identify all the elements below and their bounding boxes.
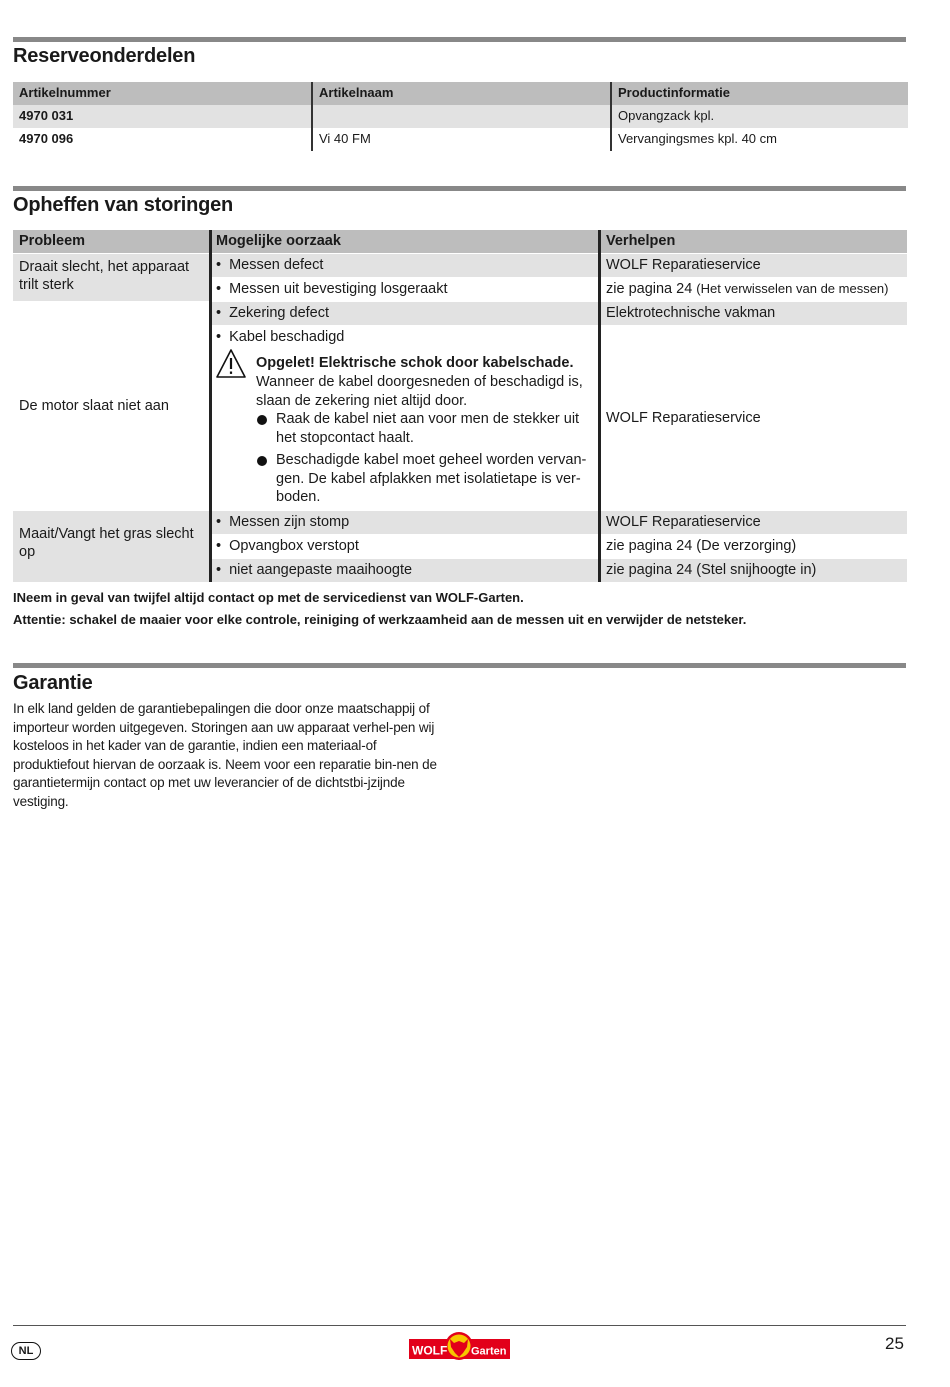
column-header: Verhelpen	[600, 230, 907, 253]
warning-list-item	[257, 451, 597, 507]
warning-list-item	[257, 410, 597, 448]
troubleshooting-table	[13, 230, 907, 582]
table-row	[13, 105, 908, 128]
warning-item-text: Beschadigde kabel moet geheel worden vervan-gen. De kabel afplakken met isolatietape is ver-boden.	[276, 452, 587, 506]
remedy-item	[600, 559, 907, 582]
table-header-row	[13, 82, 908, 105]
remedy-text: zie pagina 24	[606, 562, 693, 578]
remedy-item	[600, 535, 907, 558]
column-header: Mogelijke oorzaak	[210, 230, 600, 253]
problem-cell: Draait slecht, het apparaat trilt sterk	[13, 254, 210, 302]
row-divider	[13, 510, 907, 511]
section-rule	[13, 663, 906, 668]
cause-item: • Opvangbox verstopt	[210, 535, 600, 558]
column-divider	[598, 230, 601, 582]
column-header: Artikelnaam	[311, 82, 610, 105]
row-divider	[210, 277, 907, 278]
remedy-item	[600, 302, 907, 325]
row-divider	[13, 253, 907, 254]
wolf-garten-logo	[409, 1331, 510, 1361]
warning-body: Wanneer de kabel doorgesneden of beschadigd is, slaan de zekering niet altijd door.	[256, 374, 583, 409]
warning-title: Opgelet! Elektrische schok door kabelschade.	[256, 355, 574, 371]
warning-item-text: Raak de kabel niet aan voor men de stekker uit het stopcontact haalt.	[276, 411, 580, 446]
remedy-item	[600, 278, 907, 301]
article-number: 4970 096	[19, 131, 74, 146]
remedy-text: zie pagina 24	[606, 281, 693, 297]
table-row	[13, 128, 908, 151]
section-title-warranty: Garantie	[13, 672, 93, 694]
column-header: Probleem	[13, 230, 210, 253]
cause-item: • niet aangepaste maaihoogte	[210, 559, 600, 582]
remedy-reference: (Stel snijhoogte in)	[696, 562, 817, 578]
spare-parts-table	[13, 82, 908, 151]
cause-item: • Messen defect	[210, 254, 600, 277]
row-divider	[210, 534, 907, 535]
remedy-reference: (Het verwisselen van de messen)	[696, 281, 889, 296]
footer-rule	[13, 1325, 906, 1326]
remedy-reference: (De verzorging)	[696, 538, 797, 554]
section-title-spare-parts: Reserveonderdelen	[13, 45, 196, 67]
remedy-text: WOLF Reparatieservice	[606, 514, 761, 530]
cause-item: • Kabel beschadigd	[210, 326, 600, 349]
warning-triangle-icon	[215, 348, 247, 380]
warning-text	[256, 354, 596, 411]
remedy-text: zie pagina 24	[606, 538, 693, 554]
remedy-text: WOLF Reparatieservice	[606, 257, 761, 273]
article-number: 4970 031	[13, 105, 311, 128]
bullet-dot-icon	[257, 456, 267, 466]
language-badge: NL	[11, 1342, 41, 1360]
problem-cell: De motor slaat niet aan	[19, 398, 169, 414]
remedy-item	[600, 511, 907, 534]
warranty-text: In elk land gelden de garantiebepalingen die door onze maatschappij of importeur worden uitgegeven. Storingen aan uw apparaat verhel-pen wij kosteloos in het kader van de garantie, indien een materiaal-of produktiefout hiervan de oorzaak is. Neem voor een reparatie bin-nen de garantietermijn contact op met uw leverancier of de dichtstbi-jzijnde vestiging.	[13, 701, 437, 809]
remedy-text: Elektrotechnische vakman	[606, 305, 776, 321]
safety-note: Attentie: schakel de maaier voor elke controle, reiniging of werkzaamheid aan de messen uit en verwijder de netsteker.	[13, 612, 747, 627]
article-name: Vi 40 FM	[311, 128, 610, 151]
remedy-item	[600, 407, 907, 430]
problem-cell: Maait/Vangt het gras slecht op	[13, 511, 210, 582]
logo-text-left: WOLF	[412, 1343, 448, 1358]
row-divider	[210, 558, 907, 559]
article-name	[311, 105, 610, 128]
page-number: 25	[885, 1334, 904, 1353]
section-rule	[13, 186, 906, 191]
remedy-text: WOLF Reparatieservice	[606, 410, 761, 426]
section-title-troubleshooting: Opheffen van storingen	[13, 194, 234, 216]
column-header: Artikelnummer	[19, 85, 111, 100]
service-note: INeem in geval van twijfel altijd contact op met de servicedienst van WOLF-Garten.	[13, 590, 524, 605]
column-header: Productinformatie	[610, 82, 908, 105]
row-divider	[210, 325, 907, 326]
product-info: Vervangingsmes kpl. 40 cm	[610, 128, 908, 151]
remedy-item	[600, 254, 907, 277]
column-divider	[209, 230, 212, 582]
row-divider	[13, 301, 907, 302]
bullet-dot-icon	[257, 415, 267, 425]
cause-item: • Messen uit bevestiging losgeraakt	[210, 278, 600, 301]
cause-item: • Messen zijn stomp	[210, 511, 600, 534]
section-rule	[13, 37, 906, 42]
logo-text-right: Garten	[471, 1345, 507, 1358]
cause-item: • Zekering defect	[210, 302, 600, 325]
product-info: Opvangzack kpl.	[610, 105, 908, 128]
